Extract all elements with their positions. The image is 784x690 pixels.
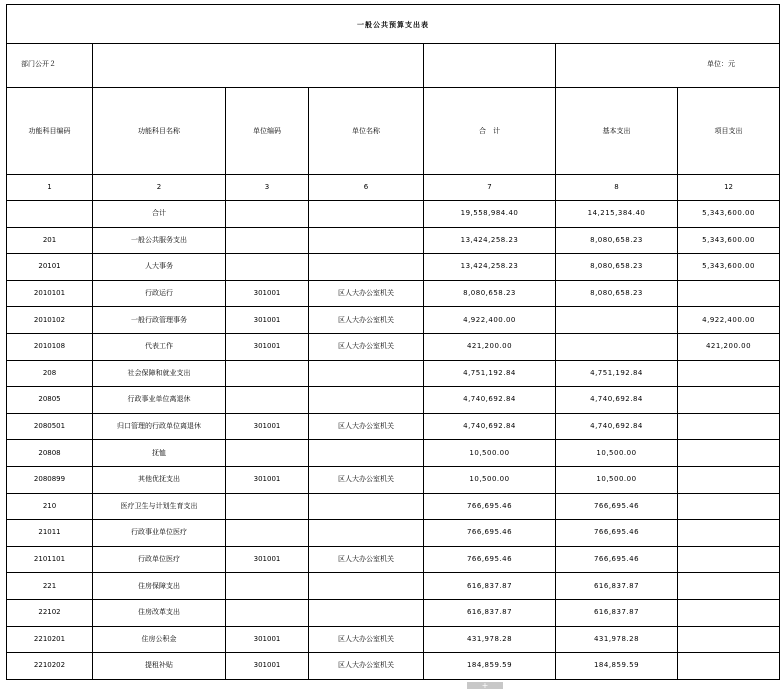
meta-blank-cell <box>93 44 424 88</box>
column-header: 功能科目编码 <box>7 88 93 175</box>
cell-function-name: 住房保障支出 <box>93 573 226 600</box>
page-title: 一般公共预算支出表 <box>7 5 780 44</box>
column-index: 8 <box>556 175 678 201</box>
cell-total: 13,424,258.23 <box>424 254 556 281</box>
cell-basic: 184,859.59 <box>556 653 678 680</box>
cell-unit-code <box>226 227 309 254</box>
cell-project: 5,343,600.00 <box>678 201 780 228</box>
column-index-row <box>7 175 780 201</box>
cell-project <box>678 387 780 414</box>
cell-total: 4,751,192.84 <box>424 360 556 387</box>
cell-unit-code <box>226 440 309 467</box>
cell-function-code: 2010101 <box>7 280 93 307</box>
cell-total: 4,740,692.84 <box>424 387 556 414</box>
cell-unit-code: 301001 <box>226 466 309 493</box>
cell-unit-code: 301001 <box>226 307 309 334</box>
cell-function-name: 提租补贴 <box>93 653 226 680</box>
cell-total: 766,695.46 <box>424 546 556 573</box>
cell-unit-name: 区人大办公室机关 <box>309 333 424 360</box>
department-label: 部门公开２ <box>7 44 93 88</box>
column-header: 项目支出 <box>678 88 780 175</box>
cell-function-name: 合计 <box>93 201 226 228</box>
cell-basic: 4,740,692.84 <box>556 413 678 440</box>
cell-unit-name: 区人大办公室机关 <box>309 466 424 493</box>
cell-unit-code <box>226 493 309 520</box>
cell-unit-code: 301001 <box>226 413 309 440</box>
cell-unit-code: 301001 <box>226 333 309 360</box>
cell-basic: 8,080,658.23 <box>556 227 678 254</box>
cell-unit-code <box>226 520 309 547</box>
column-index: 6 <box>309 175 424 201</box>
cell-unit-name: 区人大办公室机关 <box>309 280 424 307</box>
budget-sheet <box>6 4 779 680</box>
cell-function-code: 21011 <box>7 520 93 547</box>
cell-unit-name <box>309 360 424 387</box>
cell-function-name: 人大事务 <box>93 254 226 281</box>
cell-project <box>678 520 780 547</box>
cell-basic <box>556 333 678 360</box>
cell-total: 616,837.87 <box>424 573 556 600</box>
cell-function-name: 住房改革支出 <box>93 599 226 626</box>
table-row <box>7 387 780 414</box>
cell-unit-name <box>309 387 424 414</box>
table-row <box>7 466 780 493</box>
cell-unit-name: 区人大办公室机关 <box>309 307 424 334</box>
table-row <box>7 520 780 547</box>
cell-unit-name <box>309 201 424 228</box>
column-index: 3 <box>226 175 309 201</box>
cell-total: 184,859.59 <box>424 653 556 680</box>
table-row <box>7 653 780 680</box>
column-header-row <box>7 88 780 175</box>
cell-basic: 766,695.46 <box>556 520 678 547</box>
sheet-tab[interactable]: + <box>467 682 503 689</box>
cell-project <box>678 599 780 626</box>
cell-project: 421,200.00 <box>678 333 780 360</box>
cell-unit-name: 区人大办公室机关 <box>309 626 424 653</box>
table-row <box>7 626 780 653</box>
cell-function-code: 221 <box>7 573 93 600</box>
cell-basic: 766,695.46 <box>556 546 678 573</box>
meta-blank-cell <box>424 44 556 88</box>
cell-project <box>678 280 780 307</box>
cell-function-code: 208 <box>7 360 93 387</box>
budget-table <box>6 4 780 680</box>
cell-basic: 14,215,384.40 <box>556 201 678 228</box>
cell-function-code: 201 <box>7 227 93 254</box>
table-row <box>7 360 780 387</box>
table-row <box>7 307 780 334</box>
column-index: 12 <box>678 175 780 201</box>
unit-label: 单位：元 <box>556 44 780 88</box>
cell-function-code: 20101 <box>7 254 93 281</box>
cell-total: 421,200.00 <box>424 333 556 360</box>
cell-function-code: 22102 <box>7 599 93 626</box>
cell-function-code: 20808 <box>7 440 93 467</box>
cell-unit-name: 区人大办公室机关 <box>309 413 424 440</box>
cell-unit-name <box>309 227 424 254</box>
column-header: 单位名称 <box>309 88 424 175</box>
column-index: 7 <box>424 175 556 201</box>
column-index: 2 <box>93 175 226 201</box>
cell-project: 5,343,600.00 <box>678 227 780 254</box>
cell-function-name: 代表工作 <box>93 333 226 360</box>
cell-project <box>678 626 780 653</box>
cell-basic: 8,080,658.23 <box>556 280 678 307</box>
cell-function-code: 2010108 <box>7 333 93 360</box>
cell-function-code <box>7 201 93 228</box>
cell-unit-name <box>309 573 424 600</box>
cell-project <box>678 493 780 520</box>
cell-basic: 616,837.87 <box>556 599 678 626</box>
table-row <box>7 599 780 626</box>
cell-project <box>678 546 780 573</box>
cell-function-name: 一般行政管理事务 <box>93 307 226 334</box>
cell-function-name: 其他优抚支出 <box>93 466 226 493</box>
table-row <box>7 413 780 440</box>
cell-total: 766,695.46 <box>424 493 556 520</box>
cell-unit-name <box>309 520 424 547</box>
cell-function-code: 2080501 <box>7 413 93 440</box>
cell-function-code: 2010102 <box>7 307 93 334</box>
cell-function-name: 社会保障和就业支出 <box>93 360 226 387</box>
column-header: 基本支出 <box>556 88 678 175</box>
cell-function-name: 行政事业单位离退休 <box>93 387 226 414</box>
cell-unit-code: 301001 <box>226 653 309 680</box>
cell-function-code: 2101101 <box>7 546 93 573</box>
table-row <box>7 440 780 467</box>
table-row <box>7 201 780 228</box>
table-row <box>7 227 780 254</box>
table-row <box>7 573 780 600</box>
cell-basic <box>556 307 678 334</box>
column-header: 单位编码 <box>226 88 309 175</box>
cell-project: 5,343,600.00 <box>678 254 780 281</box>
cell-project <box>678 360 780 387</box>
cell-basic: 10,500.00 <box>556 440 678 467</box>
cell-function-code: 2210201 <box>7 626 93 653</box>
cell-unit-code <box>226 360 309 387</box>
cell-function-name: 医疗卫生与计划生育支出 <box>93 493 226 520</box>
cell-function-name: 抚恤 <box>93 440 226 467</box>
cell-basic: 10,500.00 <box>556 466 678 493</box>
cell-unit-code: 301001 <box>226 280 309 307</box>
cell-unit-code: 301001 <box>226 546 309 573</box>
cell-total: 19,558,984.40 <box>424 201 556 228</box>
table-row <box>7 493 780 520</box>
column-index: 1 <box>7 175 93 201</box>
table-row <box>7 546 780 573</box>
cell-unit-code <box>226 387 309 414</box>
cell-function-name: 行政事业单位医疗 <box>93 520 226 547</box>
cell-project <box>678 413 780 440</box>
cell-unit-code <box>226 573 309 600</box>
cell-function-name: 行政运行 <box>93 280 226 307</box>
column-header: 合 计 <box>424 88 556 175</box>
cell-total: 4,922,400.00 <box>424 307 556 334</box>
cell-total: 766,695.46 <box>424 520 556 547</box>
cell-unit-name: 区人大办公室机关 <box>309 546 424 573</box>
cell-function-code: 2210202 <box>7 653 93 680</box>
cell-function-code: 210 <box>7 493 93 520</box>
cell-function-code: 20805 <box>7 387 93 414</box>
cell-unit-code <box>226 599 309 626</box>
cell-unit-code: 301001 <box>226 626 309 653</box>
cell-unit-name <box>309 493 424 520</box>
cell-function-code: 2080899 <box>7 466 93 493</box>
cell-unit-name <box>309 599 424 626</box>
cell-function-name: 归口管理的行政单位离退休 <box>93 413 226 440</box>
cell-function-name: 行政单位医疗 <box>93 546 226 573</box>
cell-total: 10,500.00 <box>424 466 556 493</box>
cell-unit-name <box>309 254 424 281</box>
cell-project <box>678 440 780 467</box>
cell-basic: 616,837.87 <box>556 573 678 600</box>
cell-project <box>678 466 780 493</box>
cell-project <box>678 573 780 600</box>
cell-basic: 4,751,192.84 <box>556 360 678 387</box>
cell-total: 13,424,258.23 <box>424 227 556 254</box>
cell-total: 10,500.00 <box>424 440 556 467</box>
table-row <box>7 280 780 307</box>
cell-function-name: 一般公共服务支出 <box>93 227 226 254</box>
cell-function-name: 住房公积金 <box>93 626 226 653</box>
table-row <box>7 333 780 360</box>
cell-total: 4,740,692.84 <box>424 413 556 440</box>
cell-basic: 766,695.46 <box>556 493 678 520</box>
cell-basic: 8,080,658.23 <box>556 254 678 281</box>
cell-unit-name: 区人大办公室机关 <box>309 653 424 680</box>
cell-basic: 4,740,692.84 <box>556 387 678 414</box>
cell-total: 8,080,658.23 <box>424 280 556 307</box>
cell-unit-code <box>226 254 309 281</box>
cell-total: 616,837.87 <box>424 599 556 626</box>
cell-total: 431,978.28 <box>424 626 556 653</box>
cell-project <box>678 653 780 680</box>
table-row <box>7 254 780 281</box>
cell-basic: 431,978.28 <box>556 626 678 653</box>
column-header: 功能科目名称 <box>93 88 226 175</box>
cell-unit-code <box>226 201 309 228</box>
cell-unit-name <box>309 440 424 467</box>
cell-project: 4,922,400.00 <box>678 307 780 334</box>
